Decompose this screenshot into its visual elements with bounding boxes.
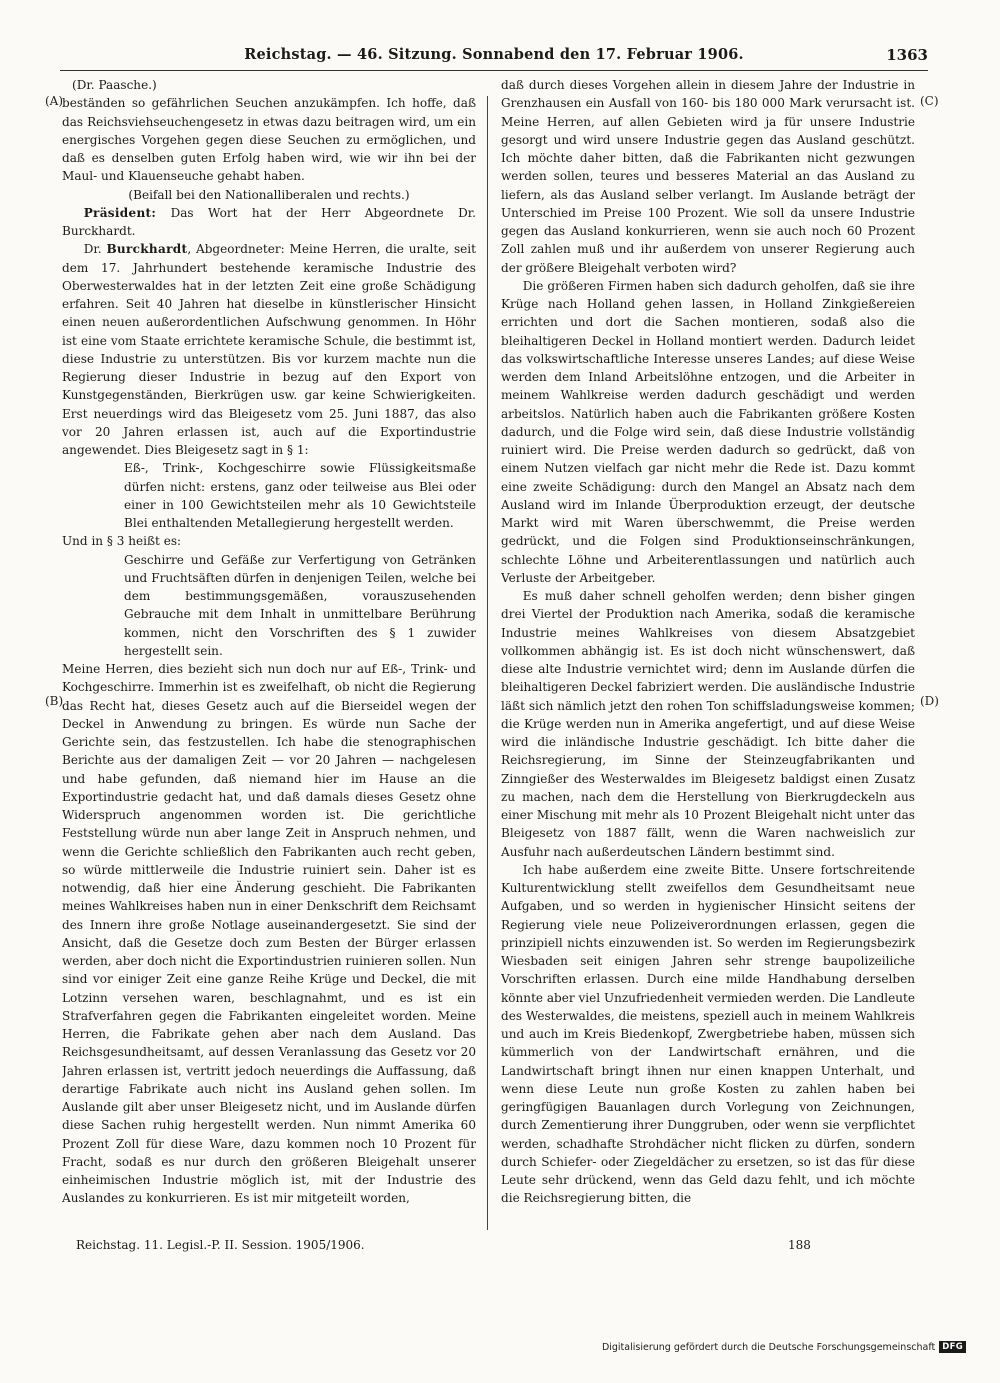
running-title: Reichstag. — 46. Sitzung. Sonnabend den 17. Februar 1906. xyxy=(244,46,744,63)
margin-mark-b: (B) xyxy=(45,694,64,708)
law-quote-1: Eß-, Trink-, Kochgeschirre sowie Flüssigkeitsmaße dürfen nicht: erstens, ganz oder teilweise aus Blei oder einer in 100 Gewichtsteilen mehr als 10 Gewichtsteile Blei enthaltenden Metallegierung hergestellt werden. xyxy=(124,461,476,530)
page-header xyxy=(60,46,928,71)
paragraph: Die größeren Firmen haben sich dadurch geholfen, daß sie ihre Krüge nach Holland gehen lassen, in Holland Zinkgießereien errichten und dort die Sachen montieren, sodaß also die bleihaltigeren Deckel in Holland montiert werden. Dadurch leidet das volkswirtschaftliche Interesse unseres Landes; auf diese Weise werden dem Inland Arbeitslöhne entzogen, und die Arbeiter in meinem Wahlkreise werden dadurch geschädigt und werden arbeitslos. Natürlich haben auch die Fabrikanten größere Kosten dadurch, und die Folge wird sein, daß diese Industrie vollständig ruiniert wird. Die Preise werden dadurch so gedrückt, daß von einem Nutzen vielfach gar nicht mehr die Rede ist. Dazu kommt eine zweite Schädigung: durch den Mangel an Absatz nach dem Ausland wird im Inlande Überproduktion erzeugt, der deutsche Markt wird mit Waren überschwemmt, die Preise werden gedrückt, und die Folgen sind Produktionseinschränkungen, schlechte Löhne und Arbeiterentlassungen und natürlich auch Verluste der Arbeitgeber. xyxy=(501,278,915,585)
speech-opening xyxy=(62,240,476,459)
president-text: Das Wort hat der Herr Abgeordnete Dr. Burckhardt. xyxy=(62,205,476,238)
law-quote-2: Geschirre und Gefäße zur Verfertigung von Getränken und Fruchtsäften dürfen in denjenigen Teilen, welche bei dem bestimmungsgemäßen, vorauszusehenden Gebrauche mit dem Inhalt in unmittelbare Berührung kommen, nicht den Vorschriften des § 1 zuwider hergestellt sein. xyxy=(124,552,476,658)
digitization-note: Digitalisierung gefördert durch die Deutsche Forschungsgemeinschaft xyxy=(601,1341,936,1353)
sheet-number: 188 xyxy=(788,1238,811,1252)
column-divider xyxy=(487,96,488,1230)
speaker-prefix: Dr. xyxy=(83,242,107,257)
speaker-tag: (Dr. Paasche.) xyxy=(72,78,157,92)
footer-session-info: Reichstag. 11. Legisl.-P. II. Session. 1905/1906. xyxy=(76,1238,365,1252)
page-number: 1363 xyxy=(886,46,928,64)
applause-note: (Beifall bei den Nationalliberalen und rechts.) xyxy=(128,187,410,202)
president-statement xyxy=(62,204,476,241)
right-column xyxy=(501,76,915,1234)
dfg-logo: DFG xyxy=(939,1341,966,1353)
speaker-name: Burckhardt xyxy=(106,242,188,257)
margin-mark-d: (D) xyxy=(920,694,939,708)
connector-text: Und in § 3 heißt es: xyxy=(62,534,182,549)
digitization-credit xyxy=(602,1341,966,1353)
paragraph: daß durch dieses Vorgehen allein in diesem Jahre der Industrie in Grenzhausen ein Ausfall von 160- bis 180 000 Mark verursacht ist. Meine Herren, auf allen Gebieten wird ja für unsere Industrie gesorgt und wird unsere Industrie gegen das Ausland geschützt. Ich möchte daher bitten, daß die Fabrikanten nicht gezwungen werden sollen, teures und besseres Material an das Ausland zu liefern, als das Ausland selber verlangt. Im Auslande beträgt der Unterschied im Preise 100 Prozent. Wie soll da unsere Industrie gegen das Ausland konkurrieren, wenn sie auch noch 60 Prozent Zoll zahlen muß und ihr außerdem von unserer Regierung auch der größere Bleigehalt verboten wird? xyxy=(501,78,915,275)
paragraph: beständen so gefährlichen Seuchen anzukämpfen. Ich hoffe, daß das Reichsviehseuchengesetz in etwas dazu beitragen wird, um ein energisches Vorgehen gegen diese Seuchen zu ermöglichen, und daß es denselben guten Erfolg haben wird, wie wir ihn bei der Maul- und Klauenseuche gehabt haben. xyxy=(62,96,476,184)
margin-mark-c: (C) xyxy=(920,94,939,108)
speech-text: , Abgeordneter: Meine Herren, die uralte, seit dem 17. Jahrhundert bestehende keramische Industrie des Oberwesterwaldes hat in der letzten Zeit eine große Schädigung erfahren. Seit 40 Jahren hat dieselbe in künstlerischer Hinsicht einen neuen außerordentlichen Aufschwung genommen. In Höhr ist eine vom Staate errichtete keramische Schule, die bestimmt ist, diese Industrie zu unterstützen. Bis vor kurzem machte nun die Regierung dieser Industrie in bezug auf den Export von Kunstgegenständen, Bierkrügen usw. gar keine Schwierigkeiten. Erst neuerdings wird das Bleigesetz vom 25. Juni 1887, das also vor 20 Jahren erlassen ist, auch auf die Exportindustrie angewendet. Dies Bleigesetz sagt in § 1: xyxy=(62,242,476,457)
left-column xyxy=(62,76,476,1234)
margin-mark-a: (A) xyxy=(45,94,64,108)
president-label: Präsident: xyxy=(83,205,157,220)
paragraph: Es muß daher schnell geholfen werden; denn bisher gingen drei Viertel der Produktion nach Amerika, sodaß die keramische Industrie meines Wahlkreises von diesem Absatzgebiet vollkommen abhängig ist. Es ist doch nicht wünschenswert, daß diese alte Industrie vernichtet wird; denn im Auslande dürfen die bleihaltigeren Deckel fabriziert werden. Die ausländische Industrie läßt sich nämlich jetzt den rohen Ton schiffsladungsweise kommen; die Krüge werden nun in Amerika angefertigt, und auf diese Weise wird die inländische Industrie geschädigt. Ich bitte daher die Reichsregierung, im Sinne der Steinzeugfabrikanten und Zinngießer des Westerwaldes im Bleigesetz baldigst einen Zusatz zu machen, nach dem die Herstellung von Bierkrugdeckeln aus einer Mischung mit mehr als 10 Prozent Bleigehalt nicht unter das Bleigesetz von 1887 fällt, wenn die Waren nachweislich zur Ausfuhr nach außerdeutschen Ländern bestimmt sind. xyxy=(501,589,915,859)
paragraph: Ich habe außerdem eine zweite Bitte. Unsere fortschreitende Kulturentwicklung stellt zweifellos dem Gesundheitsamt neue Aufgaben, und so werden in hygienischer Hinsicht seitens der Regierung viele neue Polizeiverordnungen erlassen, gegen die prinzipiell nichts einzuwenden ist. So werden im Regierungsbezirk Wiesbaden seit einigen Jahren sehr strenge baupolizeiliche Vorschriften erlassen. Durch eine milde Handhabung derselben könnte aber viel Unzufriedenheit vermieden werden. Die Landleute des Westerwaldes, die meistens, speziell auch in meinem Wahlkreis und auch im Kreis Biedenkopf, Zwergbetriebe haben, müssen sich kümmerlich von der Landwirtschaft ernähren, und die Landwirtschaft bringt ihnen nur einen knappen Unterhalt, und wenn diese Leute nun große Kosten zu zahlen haben bei geringfügigen Bauanlagen durch Vorlegung von Zeichnungen, durch Zementierung ihrer Dunggruben, oder wenn sie verpflichtet werden, schadhafte Strohdächer nicht flicken zu dürfen, sondern durch Schiefer- oder Ziegeldächer zu ersetzen, so ist das für diese Leute sehr drückend, wenn das Geld dazu fehlt, und ich möchte die Reichsregierung bitten, die xyxy=(501,862,915,1206)
paragraph: Meine Herren, dies bezieht sich nun doch nur auf Eß-, Trink- und Kochgeschirre. Immerhin ist es zweifelhaft, ob nicht die Regierung das Recht hat, dieses Gesetz auch auf die Bierseidel wegen der Deckel in Anwendung zu bringen. Es würde nun Sache der Gerichte sein, das festzustellen. Ich habe die stenographischen Berichte aus der damaligen Zeit — vor 20 Jahren — nachgelesen und habe gefunden, daß niemand hier im Hause an die Exportindustrie gedacht hat, und daß damals dieses Gesetz ohne Widerspruch angenommen worden ist. Die gerichtliche Feststellung würde nun aber lange Zeit in Anspruch nehmen, und wenn die Gerichte schließlich den Fabrikanten auch recht geben, so würde mittlerweile die Industrie ruiniert sein. Daher ist es notwendig, daß hier eine Änderung geschieht. Die Fabrikanten meines Wahlkreises haben nun in einer Denkschrift dem Reichsamt des Innern ihre große Notlage auseinandergesetzt. Sie sind der Ansicht, daß die Gesetze doch zum Besten der Bürger erlassen werden, aber doch nicht die Exportindustrien ruinieren sollen. Nun sind vor einiger Zeit eine ganze Reihe Krüge und Deckel, die mit Lotzinn versehen waren, beschlagnahmt, und es ist ein Strafverfahren gegen die Fabrikanten eingeleitet worden. Meine Herren, die Fabrikate gehen aber nach dem Ausland. Das Reichsgesundheitsamt, auf dessen Veranlassung das Gesetz vor 20 Jahren erlassen ist, vertritt jedoch neuerdings die Auffassung, daß derartige Fabrikate auch nicht ins Ausland gehen sollen. Im Auslande gilt aber unser Bleigesetz nicht, und im Auslande dürfen diese Sachen ruhig hergestellt werden. Nun nimmt Amerika 60 Prozent Zoll für diese Ware, dazu kommen noch 10 Prozent für Fracht, sodaß es nur durch den größeren Bleigehalt unserer einheimischen Industrie möglich ist, mit der Industrie des Auslandes zu konkurrieren. Es ist mir mitgeteilt worden, xyxy=(62,662,476,1206)
